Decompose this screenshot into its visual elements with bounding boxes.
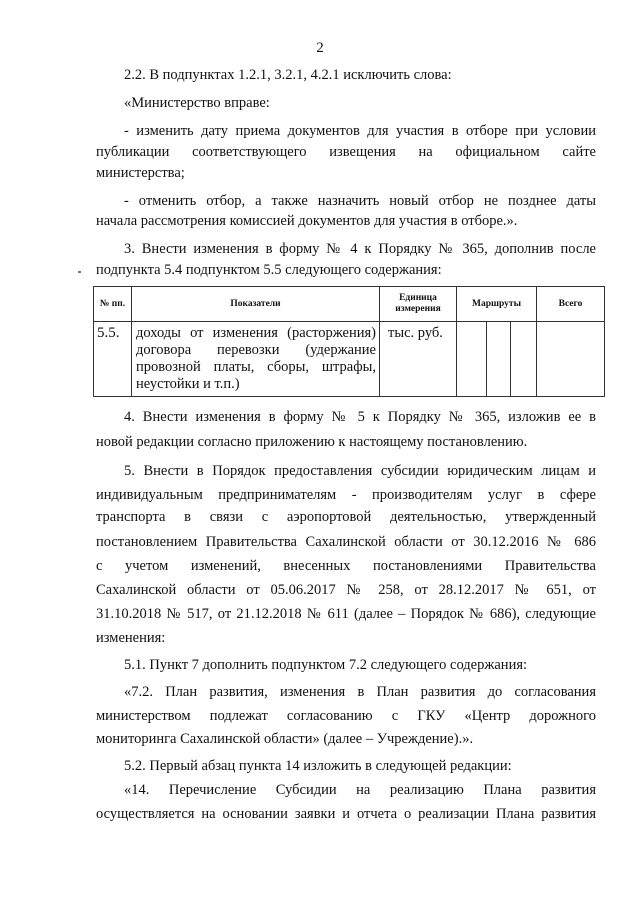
paragraph-line: - изменить дату приема документов для участия в отборе при условии — [124, 123, 596, 139]
scan-mark — [78, 271, 81, 273]
paragraph-line: 31.10.2018 № 517, от 21.12.2018 № 611 (далее – Порядок № 686), следующие — [96, 606, 596, 622]
header-total: Всего — [537, 287, 605, 322]
table-header-row — [94, 287, 605, 322]
paragraph-line: «7.2. План развития, изменения в План развития до согласования — [124, 684, 596, 700]
paragraph-line: министерства; — [96, 165, 185, 181]
paragraph-line: индивидуальным предпринимателям - производителям услуг в сфере — [96, 487, 596, 503]
paragraph-line: начала рассмотрения комиссией документов для участия в отборе.». — [96, 213, 518, 229]
paragraph-line: - отменить отбор, а также назначить новый отбор не позднее даты — [124, 193, 596, 209]
cell-route-1 — [457, 322, 487, 397]
table-row — [94, 322, 605, 397]
paragraph-line: Сахалинской области от 05.06.2017 № 258, от 28.12.2017 № 651, от — [96, 582, 596, 598]
paragraph-line: 5. Внести в Порядок предоставления субсидии юридическим лицам и — [124, 463, 596, 479]
paragraph-line: «14. Перечисление Субсидии на реализацию Плана развития — [124, 782, 596, 798]
header-num: № пп. — [94, 287, 132, 322]
paragraph-line: транспорта в связи с аэропортовой деятельностью, утвержденный — [96, 509, 596, 525]
header-routes: Маршруты — [457, 287, 537, 322]
paragraph-line: изменения: — [96, 630, 166, 646]
header-unit: Единица измерения — [380, 287, 457, 322]
form-table — [93, 286, 605, 397]
paragraph-line: публикации соответствующего извещения на официальном сайте — [96, 144, 596, 160]
paragraph-line: «Министерство вправе: — [124, 95, 270, 111]
paragraph-line: осуществляется на основании заявки и отчета о реализации Плана развития — [96, 806, 596, 822]
cell-unit: тыс. руб. — [380, 322, 457, 397]
paragraph-line: 5.2. Первый абзац пункта 14 изложить в следующей редакции: — [124, 758, 512, 774]
cell-num: 5.5. — [94, 322, 132, 397]
paragraph-line: 5.1. Пункт 7 дополнить подпунктом 7.2 следующего содержания: — [124, 657, 528, 673]
paragraph-line: с учетом изменений, внесенных постановлениями Правительства — [96, 558, 596, 574]
cell-total — [537, 322, 605, 397]
paragraph-line: 3. Внести изменения в форму № 4 к Порядку № 365, дополнив после — [124, 241, 596, 257]
cell-route-3 — [511, 322, 537, 397]
paragraph-line: 2.2. В подпунктах 1.2.1, 3.2.1, 4.2.1 исключить слова: — [124, 67, 452, 83]
page-number: 2 — [316, 40, 324, 56]
cell-indicator: доходы от изменения (расторжения) договора перевозки (удержание провозной платы, сборы, штрафы, неустойки и т.п.) — [132, 322, 380, 397]
paragraph-line: постановлением Правительства Сахалинской области от 30.12.2016 № 686 — [96, 534, 596, 550]
cell-route-2 — [487, 322, 511, 397]
paragraph-line: подпункта 5.4 подпунктом 5.5 следующего содержания: — [96, 262, 442, 278]
paragraph-line: 4. Внести изменения в форму № 5 к Порядку № 365, изложив ее в — [124, 409, 596, 425]
paragraph-line: новой редакции согласно приложению к настоящему постановлению. — [96, 434, 528, 450]
header-indicator: Показатели — [132, 287, 380, 322]
paragraph-line: министерством подлежат согласованию с ГКУ «Центр дорожного — [96, 708, 596, 724]
paragraph-line: мониторинга Сахалинской области» (далее – Учреждение).». — [96, 731, 474, 747]
